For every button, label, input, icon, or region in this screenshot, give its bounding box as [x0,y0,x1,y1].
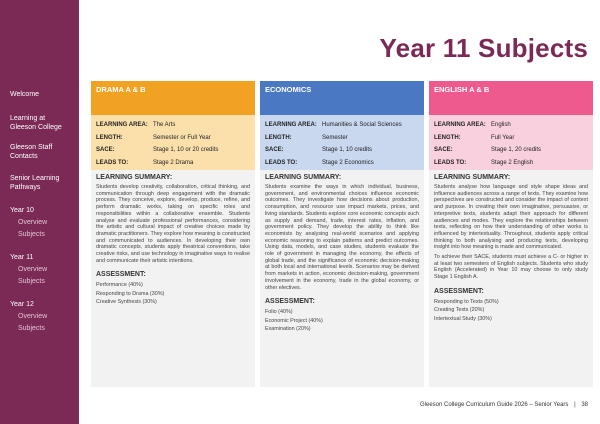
assessment-item: Responding to Drama (30%) [96,290,165,297]
learning-summary-heading: LEARNING SUMMARY: [96,174,173,181]
nav-staff-line1: Gleeson Staff [10,144,53,151]
assessment-heading: ASSESSMENT: [96,271,146,279]
assessment-item: Responding to Texts (50%) [434,298,499,305]
sidebar-nav [0,0,79,424]
assessment-item: Examination (20%) [265,326,311,333]
learning-area-label: LEARNING AREA: [265,122,317,128]
assessment-heading: ASSESSMENT: [434,287,484,295]
learning-summary-text: Students examine the ways in which individual, business, government, and environmental choices influence economic outcomes. They investigate how decisions about production, consumption, and resource use impact markets, prices, and living standards. Students explore core economic concepts such as supply and demand, trade, interest rates, inflation, and government policy. They develop the ability to think like economists by analysing real-world scenarios and applying economic reasoning to explain patterns and predict outcomes. Using data, models, and case studies, students evaluate the role of government in managing the economy, the effects of global trade, and the significance of economic decision-making at both local and international levels. Scenarios may be derived from markets in action, economic decision-making, government involvement in the economy, trade in the global economy, or other electives. [265,184,419,291]
page-number: 38 [581,402,588,408]
sace-row [96,144,250,157]
length-value: Full Year [491,134,515,141]
sace-value: Stage 1, 10 or 20 credits [153,147,219,153]
nav-learning-line2: Gleeson College [10,124,62,131]
nav-year-12-subjects[interactable]: Subjects [18,325,45,332]
nav-senior-pathways[interactable] [10,174,76,192]
subject-name: ECONOMICS [260,81,424,115]
assessment-item: Intertextual Study (30%) [434,315,492,322]
assessment-item: Folio (40%) [265,309,293,316]
nav-year-11-overview[interactable]: Overview [18,266,48,273]
nav-year-10-overview[interactable]: Overview [18,219,48,226]
sace-label: SACE: [265,147,284,153]
nav-learning-line1: Learning at [10,115,46,122]
subject-card-economics [260,81,424,387]
length-label: LENGTH: [434,134,461,141]
learning-area-value: English [491,122,511,128]
leads-to-label: LEADS TO: [265,159,298,166]
leads-to-label: LEADS TO: [96,159,129,166]
assessment-item: Economic Project (40%) [265,317,323,324]
length-label: LENGTH: [265,134,292,141]
sace-row [434,144,588,157]
sace-requirement-note: To achieve their SACE, students must achieve a C- or higher in at least two semesters of English subjects. Students who study English (Accelerated) in Year 10 may choose to only study Stage 1 English A. [434,254,588,281]
subject-info [260,115,424,170]
footer-separator: | [574,402,576,408]
nav-year-12-overview[interactable]: Overview [18,313,48,320]
nav-staff-contacts[interactable] [10,143,76,161]
nav-staff-line2: Contacts [10,153,38,160]
subject-card-drama [91,81,255,387]
leads-to-value: Stage 2 Drama [153,159,194,166]
length-row [434,132,588,145]
leads-to-value: Stage 2 Economics [322,159,374,166]
learning-summary-heading: LEARNING SUMMARY: [434,174,511,181]
nav-year-10[interactable]: Year 10 [10,207,34,214]
length-label: LENGTH: [96,134,123,141]
learning-area-value: Humanities & Social Sciences [322,122,402,128]
footer-text: Gleeson College Curriculum Guide 2026 – Senior Years [419,402,569,408]
learning-summary-heading: LEARNING SUMMARY: [265,174,342,181]
nav-welcome[interactable]: Welcome [10,91,40,98]
leads-to-value: Stage 2 English [491,159,534,166]
assessment-heading: ASSESSMENT: [265,298,315,306]
leads-to-label: LEADS TO: [434,159,467,166]
learning-area-label: LEARNING AREA: [434,122,486,128]
learning-area-label: LEARNING AREA: [96,122,148,128]
nav-year-11-subjects[interactable]: Subjects [18,278,45,285]
sace-value: Stage 1, 20 credits [491,147,542,153]
leads-to-row [265,157,419,170]
subject-body [91,170,255,387]
length-row [96,132,250,145]
learning-summary-text: Students develop creativity, collaboration, critical thinking, and communication through deep engagement with the dramatic process. They conceive, explore, develop, produce, refine, and perform dramatic works, taking on specific roles and responsibilities within a collaborative ensemble. Students analyse and evaluate professional performances, considering the artistic and cultural impact of creative choices made by dramatic practitioners. They explore how meaning is constructed and communicated to audiences. In developing their own dramatic concepts, students apply theatrical conventions, take creative risks, and use technology in imaginative ways to realise and communicate their artistic intentions. [96,184,250,264]
learning-area-row [96,119,250,132]
assessment-item: Performance (40%) [96,282,143,289]
assessment-item: Creating Texts (20%) [434,307,485,314]
sace-row [265,144,419,157]
length-value: Semester [322,134,348,141]
subject-card-english [429,81,593,387]
nav-pathways-line1: Senior Learning [10,175,60,182]
sace-value: Stage 1, 10 credits [322,147,373,153]
subject-info [429,115,593,170]
subject-info [91,115,255,170]
nav-year-10-subjects[interactable]: Subjects [18,231,45,238]
nav-year-11[interactable]: Year 11 [10,254,34,261]
assessment-item: Creative Synthesis (30%) [96,299,157,306]
learning-summary-text: Students analyse how language and style shape ideas and influence audiences across a range of texts. They examine how perspectives are constructed and consider the impact of context and purpose. In creating their own imaginative, persuasive, or interpretive texts, students adapt their approach for different audiences and modes. They explore the relationships between texts, reflecting on how their understanding of other works is influenced by intertextuality. Throughout, students apply critical thinking to both analysing and producing texts, developing insight into how meaning is made and communicated. [434,184,588,251]
nav-pathways-line2: Pathways [10,184,41,191]
subject-body [260,170,424,387]
subject-body [429,170,593,387]
sace-label: SACE: [434,147,453,153]
sace-label: SACE: [96,147,115,153]
nav-learning-at-gleeson[interactable] [10,114,76,132]
page-title: Year 11 Subjects [379,33,588,63]
nav-year-12[interactable]: Year 12 [10,301,34,308]
length-row [265,132,419,145]
page-footer [420,402,588,408]
leads-to-row [96,157,250,170]
subject-name: ENGLISH A & B [429,81,593,115]
length-value: Semester or Full Year [153,134,211,141]
learning-area-row [265,119,419,132]
leads-to-row [434,157,588,170]
subject-name: DRAMA A & B [91,81,255,115]
learning-area-row [434,119,588,132]
learning-area-value: The Arts [153,122,176,128]
